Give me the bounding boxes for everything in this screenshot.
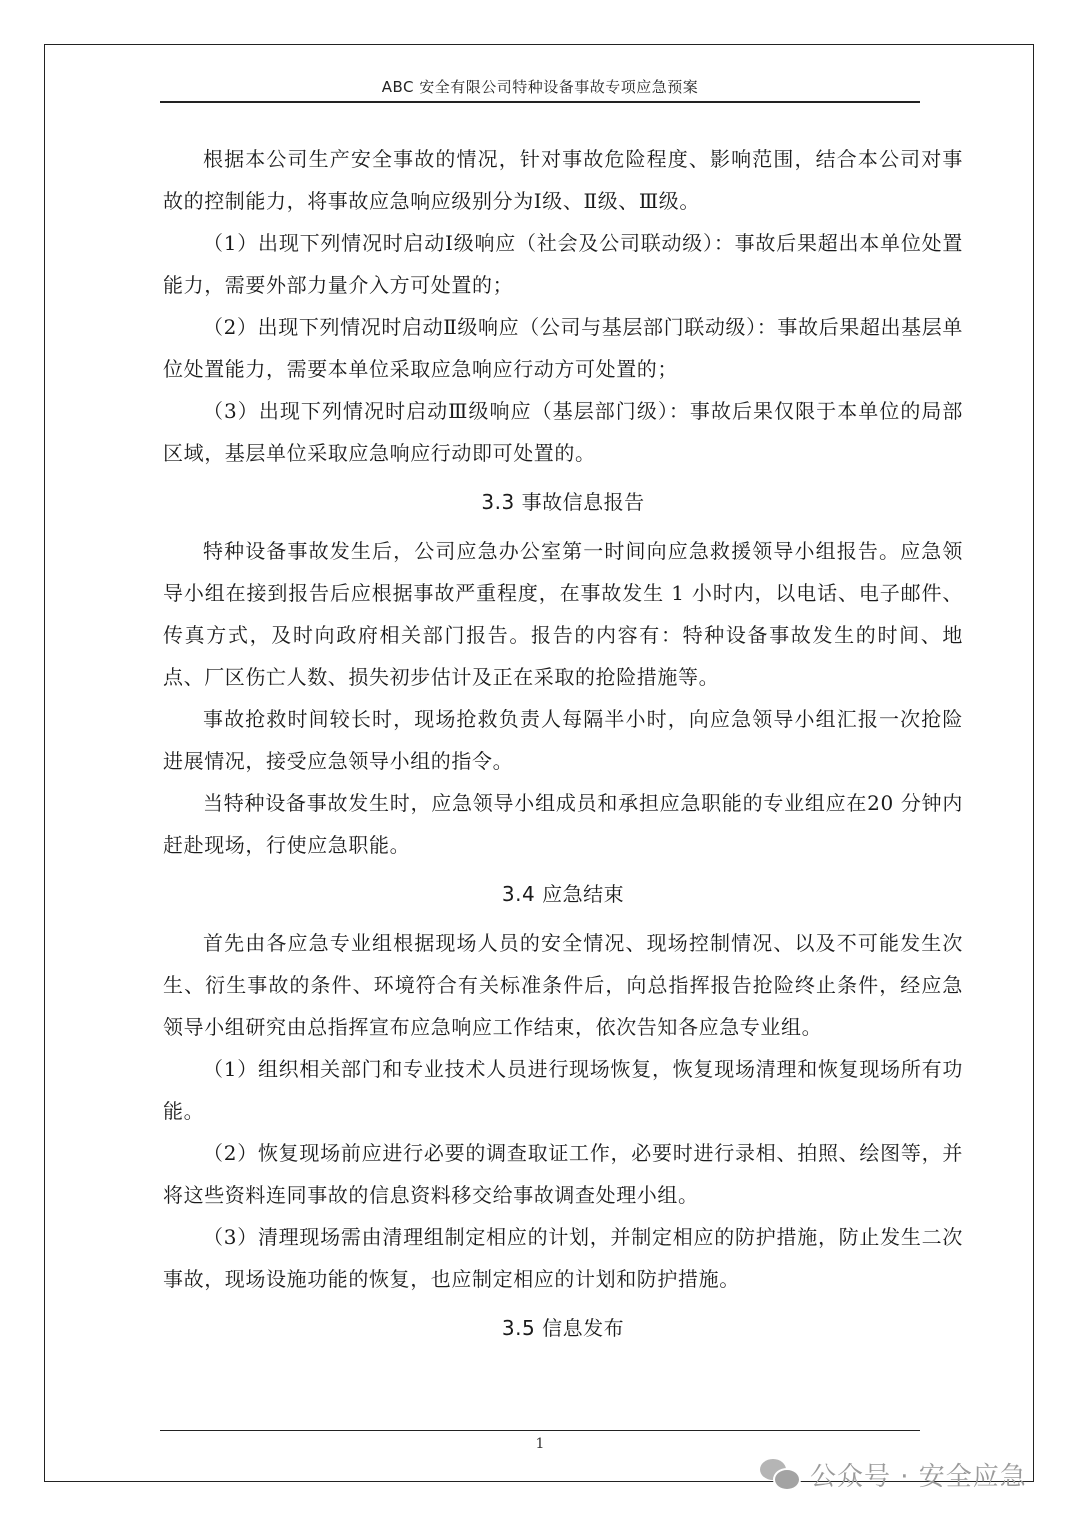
s33-paragraph-1: 特种设备事故发生后，公司应急办公室第一时间向应急救援领导小组报告。应急领导小组在接到报告后应根据事故严重程度，在事故发生 1 小时内，以电话、电子邮件、传真方式，及时向政府相关部门报告。报告的内容有：特种设备事故发生的时间、地点、厂区伤亡人数、损失初步估计及正在采取的抢险措施等。 (163, 539, 963, 689)
page-number: 1 (535, 1436, 545, 1452)
footer-rule (160, 1430, 920, 1431)
intro-paragraph-3: （2）出现下列情况时启动Ⅱ级响应（公司与基层部门联动级）：事故后果超出基层单位处置能力，需要本单位采取应急响应行动方可处置的； (163, 315, 963, 381)
s33-paragraph-2: 事故抢救时间较长时，现场抢救负责人每隔半小时，向应急领导小组汇报一次抢险进展情况，接受应急领导小组的指令。 (163, 707, 963, 773)
s34-paragraph-4: （3）清理现场需由清理组制定相应的计划，并制定相应的防护措施，防止发生二次事故，现场设施功能的恢复，也应制定相应的计划和防护措施。 (163, 1225, 963, 1291)
s34-paragraph-1: 首先由各应急专业组根据现场人员的安全情况、现场控制情况、以及不可能发生次生、衍生事故的条件、环境符合有关标准条件后，向总指挥报告抢险终止条件，经应急领导小组研究由总指挥宣布应急响应工作结束，依次告知各应急专业组。 (163, 931, 963, 1039)
intro-paragraph-4: （3）出现下列情况时启动Ⅲ级响应（基层部门级）：事故后果仅限于本单位的局部区域，基层单位采取应急响应行动即可处置的。 (163, 399, 963, 465)
document-body (163, 138, 963, 1356)
intro-paragraph-2: （1）出现下列情况时启动Ⅰ级响应（社会及公司联动级）：事故后果超出本单位处置能力，需要外部力量介入方可处置的； (163, 231, 963, 297)
section-heading-3-5: 3.5 信息发布 (501, 1316, 625, 1340)
watermark-text: 公众号 · 安全应急 (810, 1461, 1027, 1492)
s34-paragraph-3: （2）恢复现场前应进行必要的调查取证工作，必要时进行录相、拍照、绘图等，并将这些资料连同事故的信息资料移交给事故调查处理小组。 (163, 1141, 963, 1207)
section-heading-3-3: 3.3 事故信息报告 (481, 490, 645, 514)
watermark (760, 1452, 1027, 1496)
s33-paragraph-3: 当特种设备事故发生时，应急领导小组成员和承担应急职能的专业组应在20 分钟内赶赴现场，行使应急职能。 (163, 791, 963, 857)
intro-paragraph-1: 根据本公司生产安全事故的情况，针对事故危险程度、影响范围，结合本公司对事故的控制能力，将事故应急响应级别分为Ⅰ级、Ⅱ级、Ⅲ级。 (163, 147, 963, 213)
s34-paragraph-2: （1）组织相关部门和专业技术人员进行现场恢复，恢复现场清理和恢复现场所有功能。 (163, 1057, 963, 1123)
document-header-title: ABC 安全有限公司特种设备事故专项应急预案 (381, 78, 699, 96)
wechat-icon (760, 1457, 800, 1491)
section-heading-3-4: 3.4 应急结束 (501, 882, 625, 906)
header-rule (160, 101, 920, 103)
